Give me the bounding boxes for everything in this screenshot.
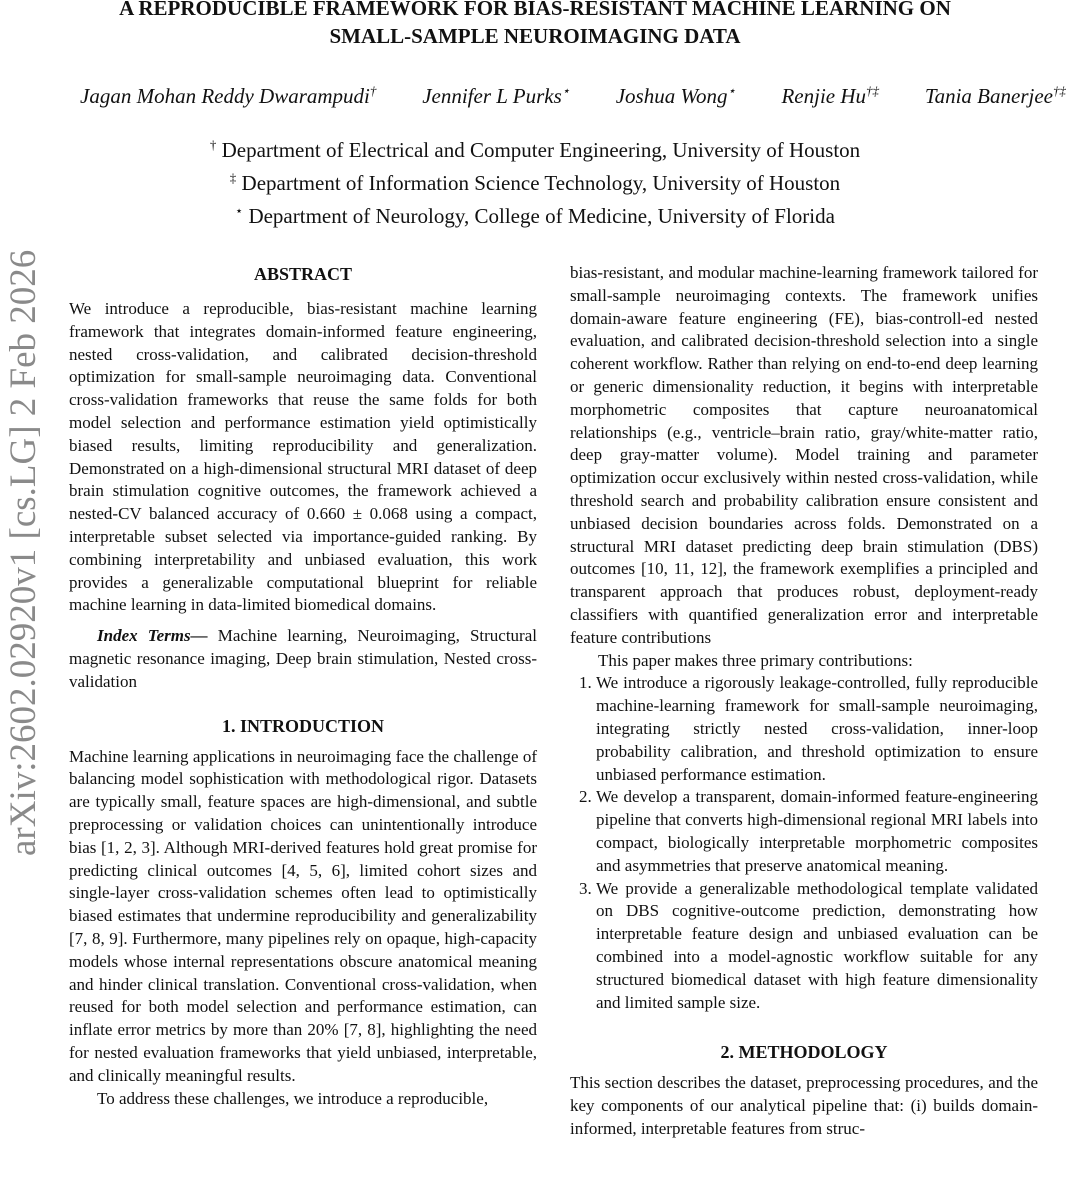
arxiv-stamp: arXiv:2602.02920v1 [cs.LG] 2 Feb 2026 — [3, 250, 44, 857]
author: Jennifer L Purks⋆ — [422, 83, 570, 108]
contribution-item: 1. We introduce a rigorously leakage-controlled, fully reproducible machine-learning framework for small-sample neuroimaging, integrating strictly nested cross-validation, inner-loop probability calibration, and threshold optimization to ensure unbiased performance estimation. — [596, 672, 1038, 786]
index-terms-text: Machine learning, Neuroimaging, Structural magnetic resonance imaging, Deep brain stimulation, Nested cross-validation — [69, 626, 537, 691]
abstract-heading: ABSTRACT — [253, 264, 353, 284]
author: Renjie Hu†‡ — [781, 83, 880, 108]
right-column — [570, 262, 1038, 1141]
index-terms-label: Index Terms— — [97, 626, 208, 646]
author: Tania Banerjee†‡ — [924, 83, 1066, 108]
abstract-text: We introduce a reproducible, bias-resistant machine learning framework that integrates domain-informed feature engineering, nested cross-validation, and calibrated decision-threshold optimization for small-sample neuroimaging data. Conventional cross-validation frameworks that reuse the same folds for both model selection and performance estimation yield optimistically biased results, limiting reproducibility and generalization. Demonstrated on a high-dimensional structural MRI dataset of deep brain stimulation cognitive outcomes, the framework achieved a nested-CV balanced accuracy of 0.660 ± 0.068 using a compact, interpretable subset selected via importance-guided ranking. By combining interpretability and unbiased evaluation, this work provides a generalizable computational blueprint for reliable machine learning in data-limited biomedical domains. — [69, 299, 537, 615]
contributions-list — [570, 672, 1038, 1014]
title-line-1: A REPRODUCIBLE FRAMEWORK FOR BIAS-RESISTANT MACHINE LEARNING ON — [119, 0, 951, 20]
left-column — [69, 262, 537, 1110]
affiliation: ⋆ Department of Neurology, College of Medicine, University of Florida — [235, 203, 835, 228]
intro-continuation: bias-resistant, and modular machine-learning framework tailored for small-sample neuroimaging contexts. The framework unifies domain-aware feature engineering (FE), bias-controll-ed nested evaluation, and calibrated decision-threshold selection into a single coherent workflow. Rather than relying on end-to-end deep learning or generic dimensionality reduction, it begins with interpretable morphometric composites that capture neuroanatomical relationships (e.g., ventricle–brain ratio, gray/white-matter ratio, deep gray-matter volume). Model training and parameter optimization occur exclusively within nested cross-validation, while threshold search and probability calibration ensure consistent and unbiased decision boundaries across folds. Demonstrated on a structural MRI dataset predicting deep brain stimulation (DBS) outcomes [10, 11, 12], the framework exemplifies a principled and transparent approach that produces robust, deployment-ready classifiers with quantified generalization error and interpretable feature contributions — [570, 263, 1038, 647]
methodology-heading: 2. METHODOLOGY — [720, 1042, 888, 1063]
affiliation-list — [60, 131, 1010, 230]
paper-title — [60, 0, 1010, 50]
affiliation: ‡ Department of Information Science Technology, University of Houston — [229, 170, 841, 195]
contributions-intro: This paper makes three primary contributions: — [598, 650, 913, 670]
intro-paragraph-2: To address these challenges, we introduce a reproducible, — [97, 1088, 489, 1108]
contribution-item: 3. We provide a generalizable methodological template validated on DBS cognitive-outcome prediction, demonstrating how interpretable feature design and unbiased evaluation can be combined into a model-agnostic workflow suitable for any structured biomedical dataset with high feature dimensionality and limited sample size. — [596, 878, 1038, 1015]
index-terms — [69, 625, 537, 693]
title-line-2: SMALL-SAMPLE NEUROIMAGING DATA — [329, 24, 741, 48]
affiliation: † Department of Electrical and Computer Engineering, University of Houston — [209, 137, 861, 162]
author-list — [60, 78, 1066, 109]
author: Joshua Wong⋆ — [615, 83, 736, 108]
contribution-item: 2. We develop a transparent, domain-informed feature-engineering pipeline that converts high-dimensional regional MRI labels into compact, biologically interpretable morphometric composites and asymmetries that preserve anatomical meaning. — [596, 786, 1038, 877]
intro-paragraph: Machine learning applications in neuroimaging face the challenge of balancing model sophistication with methodological rigor. Datasets are typically small, feature spaces are high-dimensional, and subtle preprocessing or validation choices can unintentionally introduce bias [1, 2, 3]. Although MRI-derived features hold great promise for predicting clinical outcomes [4, 5, 6], limited cohort sizes and single-layer cross-validation schemes often lead to optimistically biased estimates that undermine reproducibility and generalizability [7, 8, 9]. Furthermore, many pipelines rely on opaque, high-capacity models whose internal representations obscure anatomical meaning and hinder clinical translation. Conventional cross-validation, when reused for both model selection and performance estimation, can inflate error metrics by more than 20% [7, 8], highlighting the need for nested evaluation frameworks that yield unbiased, interpretable, and clinically meaningful results. — [69, 746, 537, 1085]
author: Jagan Mohan Reddy Dwarampudi† — [80, 83, 377, 108]
methodology-paragraph: This section describes the dataset, preprocessing procedures, and the key components of our analytical pipeline that: (i) builds domain-informed, interpretable features from struc- — [570, 1073, 1038, 1138]
intro-heading: 1. INTRODUCTION — [221, 715, 385, 736]
